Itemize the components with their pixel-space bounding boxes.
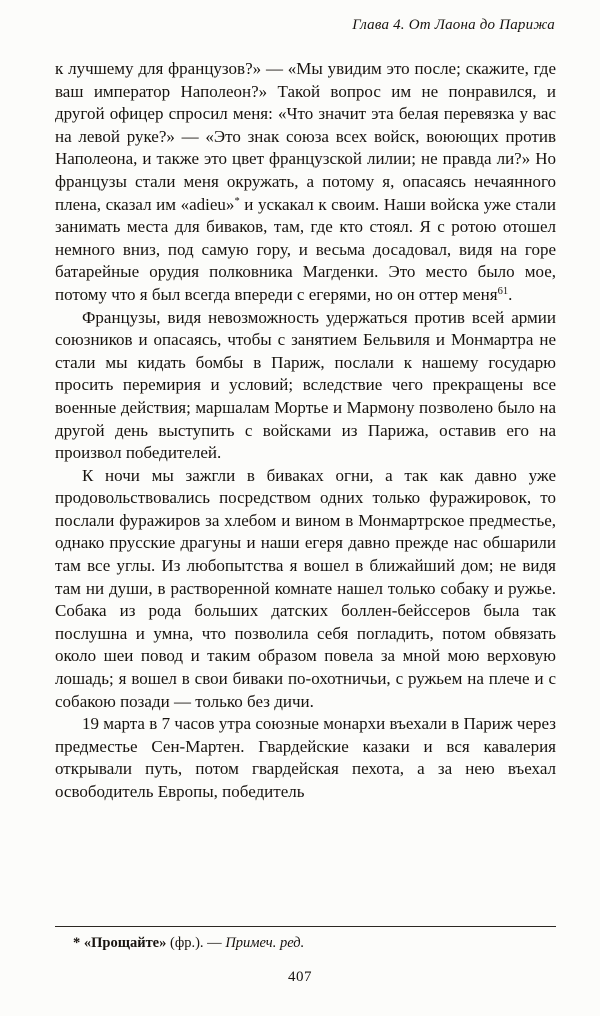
footnote-marker: * (73, 935, 81, 951)
paragraph-text: . (508, 284, 513, 304)
footnote-text: (фр.). — (166, 935, 226, 951)
footnote-attribution: Примеч. ред. (225, 935, 305, 951)
paragraph: 19 марта в 7 часов утра союзные монархи въехали в Париж через предместье Сен-Мартен. Гвардейские казаки и вся кавалерия открывали путь, потом гвардейская пехота, а за нею въехал освободитель Европы, победитель (55, 714, 556, 801)
page-body (55, 58, 556, 804)
footnote-block (55, 926, 556, 952)
page-number: 407 (288, 969, 312, 985)
paragraph: К ночи мы зажгли в биваках огни, а так как давно уже продовольствовались посредством одних только фуражировок, то послали фуражиров за хлебом и вином в Монмартрское предместье, однако прусские драгуны и наши егеря давно прежде нас обшарили там все углы. Из любопытства я вошел в ближайший дом; не видя там ни души, в растворенной комнате нашел только собаку и ружье. Собака из рода больших датских боллен-бейссеров была так послушна и умна, что позволила себя погладить, потом обвязать около шеи повод и таким образом повела за мной мою верховую лошадь; я вошел в свои биваки по-охотничьи, с ружьем на плече и с собакою позади — только без дичи. (55, 465, 556, 711)
footnote-term: «Прощайте» (83, 935, 167, 951)
paragraph: Французы, видя невозможность удержаться против всей армии союзников и опасаясь, чтобы с занятием Бельвиля и Монмартра не стали мы кидать бомбы в Париж, послали к нашему государю просить перемирия и условий; вследствие чего прекращены все военные действия; маршалам Мортье и Мармону позволено было на другой день выступить с войсками из Парижа, оставив его на произвол победителей. (55, 307, 556, 463)
paragraph-text: и ускакал к своим. Наши войска уже стали занимать места для биваков, там, где кто стоял. Я с ротою отошел немного вниз, под самую гору, и весьма досадовал, видя на горе батарейные орудия полковника Магденки. Это место было мое, потому что я был всегда впереди с егерями, но он оттер меня (55, 194, 556, 304)
footnote (55, 934, 556, 952)
endnote-ref: 61 (497, 285, 509, 297)
running-header: Глава 4. От Лаона до Парижа (352, 17, 555, 33)
paragraph-text: к лучшему для французов?» — «Мы увидим это после; скажите, где ваш император Наполеон?» Такой вопрос им не понравился, и другой офицер спросил меня: «Что значит эта белая перевязка у вас на левой руке?» — «Это знак союза всех войск, воюющих против Наполеона, и также это цвет французской лилии; не правда ли?» Но французы стали меня окружать, а потому я, опасаясь нечаянного плена, сказал им «adieu» (55, 59, 556, 214)
paragraph-continuation (55, 58, 556, 307)
footnote-marker: * (234, 195, 240, 207)
footnote-divider (55, 926, 556, 927)
